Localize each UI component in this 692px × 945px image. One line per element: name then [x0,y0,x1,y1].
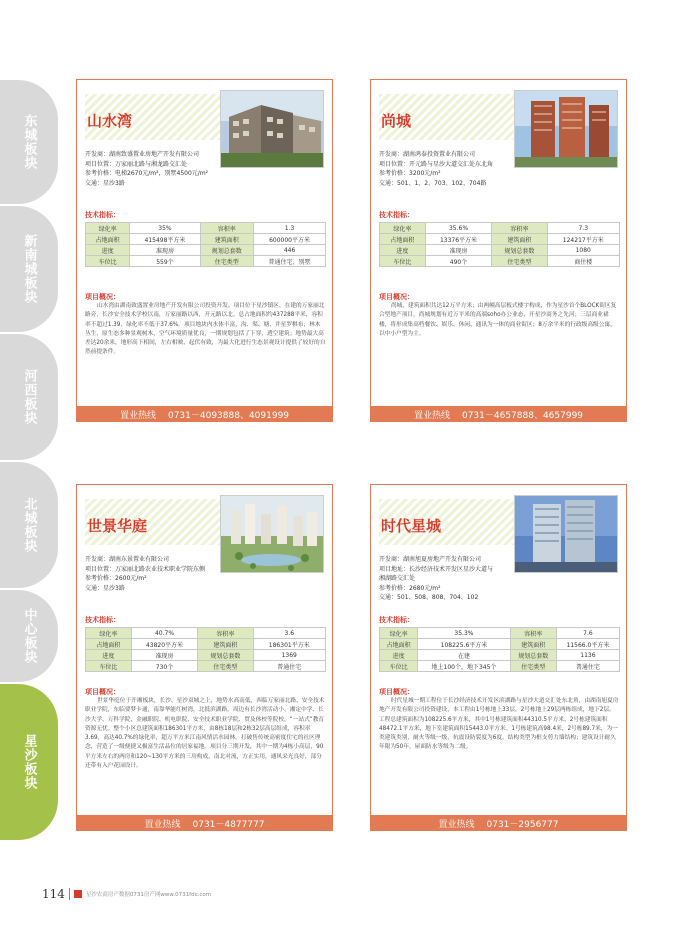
tab-zhongxin[interactable] [0,590,58,682]
tab-label: 东城板块 [21,114,37,170]
overview-text: 时代星城一期工程位于长沙经济技术开发区滨湖路与星沙大道交汇处东北角，由湖南旭夏房地产开发有限公司投资建设，本工程由1号栋地上33层，2号栋地上29层两栋组成，地下2层。工程总建筑面积为108225.6平方米，其中1号栋建筑面积44310.5平方米，2号栋建筑面积48472.1平方米，地下室建筑面积15443.0平方米。1号栋建筑高98.4米，2号栋89.7米，为一类建筑类别，耐火等级一级，抗震设防裂度为6度，结构类型为框支剪力墙结构；建筑设计耐久年限为50年，屋面防水等级为二级。 [379,698,619,751]
table-value-cell: 普通住宅、别墅 [254,256,326,267]
tech-title: 技术指标： [379,616,414,624]
table-value-cell: 1.3 [254,223,326,234]
table-value-cell: 186301平方米 [253,639,326,650]
table-value-cell: 13376平方米 [425,234,491,245]
tab-label: 新南城板块 [21,234,37,304]
table-row [86,256,326,267]
property-title: 尚城 [381,112,412,130]
table-label-cell: 占地面积 [380,234,426,245]
table-value-cell: 446 [254,245,326,256]
table-value-cell: 在建 [418,650,510,661]
tab-hexi[interactable] [0,334,58,460]
table-value-cell: 准现房 [130,245,200,256]
footer-text: 星沙农商房产数据0731房产网www.0731fdc.com [85,892,212,898]
table-value-cell: 普通住宅 [556,661,619,672]
table-value-cell: 1136 [556,650,619,661]
divider [69,888,70,900]
tech-table [379,222,620,267]
table-value-cell: 7.6 [556,628,619,639]
table-label-cell: 进度 [86,245,130,256]
price: 参考价格：2600元/m² [85,575,147,582]
table-row [86,661,326,672]
table-value-cell: 35.6% [425,223,491,234]
table-value-cell: 124217平方米 [547,234,620,245]
hotline-number: 0731－4657888、4657999 [461,410,584,421]
hotline-label: 置业热线 [119,410,156,421]
table-label-cell: 进度 [86,650,132,661]
transport: 交通：星沙3路 [85,179,125,187]
property-card [370,484,627,831]
table-row [380,234,620,245]
hotline-label: 置业热线 [144,819,181,830]
property-info [85,150,245,188]
hotline-bar [76,815,333,831]
hotline-bar [370,406,627,422]
table-value-cell: 普通住宅 [253,661,326,672]
tab-xinnancheng[interactable] [0,206,58,332]
price: 参考价格：3200元/m² [379,170,441,177]
tab-label: 北城板块 [21,497,37,553]
overview-text: 尚城，建筑面积共达12万平方米；由两幢高层板式楼宇构成，作为星沙首个BLOCK街区复合型地产项目，尚城规划有近万平米的高端soho办公业态、开星沙商务之先河；三层商业裙楼，将形成集高档餐饮、娱乐、休闲、通讯为一体的商业街区；8万余平米的行政级高级公寓，以中小户型为主。 [379,303,617,337]
property-title: 时代星城 [381,517,442,535]
table-label-cell: 建筑面积 [492,234,547,245]
tech-title: 技术指标： [85,616,120,624]
hotline-number: 0731－2956777 [486,819,559,830]
page-number: 114 [42,887,65,901]
property-info [85,555,245,593]
hotline-number: 0731－4877777 [192,819,265,830]
tab-label: 河西板块 [21,369,37,425]
tech-title: 技术指标： [85,211,120,219]
table-label-cell: 建筑面积 [200,234,254,245]
table-label-cell: 容积率 [200,223,254,234]
table-value-cell: 490个 [425,256,491,267]
table-value-cell: 730个 [131,661,197,672]
hotline-number: 0731－4093888、4091999 [167,410,290,421]
table-value-cell: 地上100个，地下345个 [418,661,510,672]
table-row [380,223,620,234]
tab-label: 星沙板块 [21,734,37,790]
table-value-cell: 1369 [253,650,326,661]
developer: 开发商：湖南东景置业有限公司 [85,556,170,563]
table-value-cell: 商住楼 [547,256,620,267]
table-row [86,650,326,661]
table-row [86,223,326,234]
table-value-cell: 准现房 [131,650,197,661]
location: 项目位置：万家丽北路农业技术职业学院东侧 [85,565,206,573]
table-row [380,661,620,672]
table-value-cell: 35% [130,223,200,234]
page-footer [42,887,211,901]
table-label-cell: 住宅类型 [510,661,556,672]
location-cont: 湘湖路交汇处 [379,575,416,582]
table-label-cell: 占地面积 [380,639,418,650]
property-title: 山水湾 [87,112,133,130]
property-card [76,484,333,831]
tab-xingsha[interactable] [0,684,58,840]
table-label-cell: 容积率 [198,628,253,639]
overview-title: 项目概况： [379,293,414,301]
table-label-cell: 规划总套数 [198,650,253,661]
hotline-bar [370,815,627,831]
table-label-cell: 规划总套数 [510,650,556,661]
transport: 交通：501、1、2、703、102、704路 [379,179,487,187]
table-value-cell: 准现房 [425,245,491,256]
table-value-cell: 40.7% [131,628,197,639]
table-label-cell: 建筑面积 [198,639,253,650]
table-label-cell: 占地面积 [86,234,130,245]
tech-title: 技术指标： [379,211,414,219]
property-info [379,150,539,188]
table-value-cell: 11566.0平方米 [556,639,619,650]
table-label-cell: 绿化率 [86,628,132,639]
table-label-cell: 容积率 [492,223,547,234]
region-sidebar [0,80,58,840]
hotline-label: 置业热线 [438,819,475,830]
table-value-cell: 3.6 [253,628,326,639]
table-row [380,256,620,267]
table-label-cell: 规划总套数 [492,245,547,256]
table-label-cell: 车位比 [380,256,426,267]
table-label-cell: 车位比 [86,256,130,267]
table-value-cell: 415498平方米 [130,234,200,245]
transport: 交通：星沙3路 [85,584,125,592]
table-label-cell: 规划总套数 [200,245,254,256]
developer: 开发商：湖南致盛置业房地产开发有限公司 [85,151,200,158]
overview-text: 世景华庭位于开湘板块，长沙、星沙双城之上，地势水高南低，西临万家丽北路、安全技术职业学院，东临要梦卡通，南靠华能红树湾，北抵滨湖路，周边有长沙湾活动小、湘定中学、长沙大学、万科学院、金融职院、机电职院、安全技术职业学院、贸及体校等院校，“一站式”教育资源无忧。整个小区总建筑面积186301平方米，由8栋18层和2栋32层高层组成，容积率3.69，高达40.7%的绿化率，超万平方米江南风情活水园林，打破售传统高密度住宅的社区理念，营造了一级便捷又极富生活品位的居家福地。项目分三期开发，其中一期为4栋小高层，90平方米左右的两房和120~130平方米的三房构成，南北对流，方正实用，通风采光良好，部分还带有入户花园设计。 [85,698,325,770]
tech-table [85,627,326,672]
location: 项目位置：开元路与星沙大道交汇处东北角 [379,160,494,168]
overview-title: 项目概况： [85,293,120,301]
location: 项目位置：万家丽北路与湘龙路交汇处 [85,160,188,168]
hotline-label: 置业热线 [413,410,450,421]
property-title: 世景华庭 [87,517,148,535]
developer: 开发商：湖南鸿泰投资置业有限公司 [379,151,476,158]
table-label-cell: 占地面积 [86,639,132,650]
tech-table [85,222,326,267]
table-value-cell: 108225.6平方米 [418,639,510,650]
table-label-cell: 车位比 [86,661,132,672]
location: 项目地址：长沙经济技术开发区星沙大道与 [379,565,494,573]
table-label-cell: 容积率 [510,628,556,639]
table-label-cell: 绿化率 [380,628,418,639]
home-icon [74,890,82,898]
table-value-cell: 7.3 [547,223,620,234]
table-value-cell: 35.3% [418,628,510,639]
table-label-cell: 住宅类型 [200,256,254,267]
overview-text: 山水湾由湖南致盛置业房地产开发有限公司投资开发。项目位于星沙镇区，在建的万家丽北路旁，长沙安全技术学校以南，万家丽路以西，开元路以北。总占地面积约437288平米，容积率不超过1.39，绿化率不低于37.6%。项目地块内水体丰富，沟、渠、塘、井星罗棋布；林木丛生，原生态多种景观树木，空气环境质量优良，一期规划包括了下穿、透空建筑；地势最大高差达20余米，地形高下相间，左右相映、起伏有致，为最大化进行生态景观设计提供了较好的自然前提条件。 [85,303,326,356]
table-value-cell: 43820平方米 [131,639,197,650]
table-label-cell: 建筑面积 [510,639,556,650]
tab-dongcheng[interactable] [0,80,58,204]
table-row [86,234,326,245]
transport: 交通：501、508、808、704、102 [379,594,479,601]
overview-title: 项目概况： [85,688,120,696]
table-row [86,628,326,639]
tech-table [379,627,620,672]
table-row [380,628,620,639]
table-value-cell: 1080 [547,245,620,256]
table-label-cell: 住宅类型 [492,256,547,267]
property-card [370,79,627,422]
property-card [76,79,333,422]
table-value-cell: 559个 [130,256,200,267]
overview-title: 项目概况： [379,688,414,696]
hotline-bar [76,406,333,422]
price: 参考价格：电梯2670元/m²，别墅4500元/m² [85,170,209,177]
tab-label: 中心板块 [21,608,37,664]
table-label-cell: 车位比 [380,661,418,672]
table-row [380,245,620,256]
table-label-cell: 进度 [380,245,426,256]
developer: 开发商：湖南旭夏房地产开发有限公司 [379,556,482,563]
table-label-cell: 进度 [380,650,418,661]
tab-beicheng[interactable] [0,462,58,588]
property-info [379,555,539,603]
table-label-cell: 住宅类型 [198,661,253,672]
table-row [86,245,326,256]
table-value-cell: 600000平方米 [254,234,326,245]
table-row [380,639,620,650]
table-row [86,639,326,650]
table-label-cell: 绿化率 [86,223,130,234]
table-label-cell: 绿化率 [380,223,426,234]
table-row [380,650,620,661]
price: 参考价格：2680元/m² [379,584,441,592]
